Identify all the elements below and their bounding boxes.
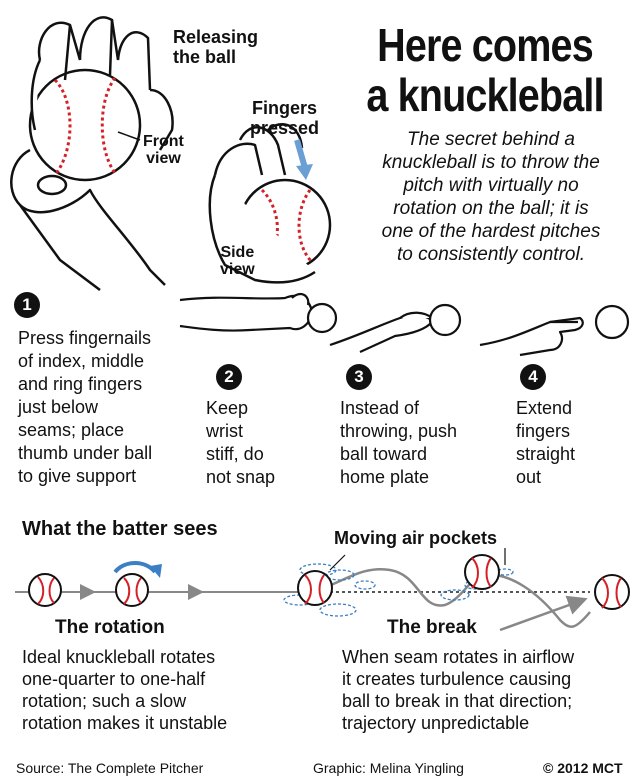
step-1-number: 1 [14, 292, 40, 318]
break-line: ball to break in that direction; [342, 691, 573, 711]
step-4-line: fingers [516, 421, 571, 441]
pressed-arrow [297, 140, 305, 168]
air-pockets-label: Moving air pockets [334, 528, 498, 548]
step-4-text [516, 397, 626, 489]
intro-line: The secret behind a [407, 129, 575, 150]
rotation-line: rotation makes it unstable [22, 713, 228, 733]
step2-arm [180, 294, 336, 332]
step3-arm [330, 305, 460, 352]
fingers-pressed-label [250, 98, 319, 138]
intro-line: rotation on the ball; it is [393, 198, 589, 219]
intro-line: one of the hardest pitches [381, 221, 601, 242]
releasing-label-line: the ball [173, 47, 237, 67]
step-3-line: Instead of [340, 398, 420, 418]
step-2-line: wrist [206, 421, 243, 441]
step-2-line: Keep [206, 398, 249, 418]
step4-arm [480, 306, 628, 355]
step-2-text [206, 397, 316, 489]
step-2-line: not snap [206, 467, 276, 487]
step-4-number: 4 [520, 364, 546, 390]
rotation-ball-2 [116, 574, 148, 606]
front-view-label [143, 133, 184, 167]
step-1-line: and ring fingers [18, 374, 143, 394]
break-caption: The break [387, 617, 477, 638]
step-1-line: thumb under ball [18, 443, 153, 463]
step-3-line: ball toward [340, 444, 428, 464]
step-3-line: throwing, push [340, 421, 458, 441]
step-1-line: to give support [18, 466, 137, 486]
step-3-text [340, 397, 500, 489]
step-3-line: home plate [340, 467, 430, 487]
page-title [360, 20, 609, 120]
front-view-label-line: view [146, 150, 181, 167]
step-4-line: out [516, 467, 542, 487]
break-description [342, 646, 637, 734]
step-1-line: seams; place [18, 420, 125, 440]
intro-line: knuckleball is to throw the [382, 152, 600, 173]
break-line: it creates turbulence causing [342, 669, 572, 689]
intro-line: to consistently control. [397, 244, 585, 265]
step-1-line: Press fingernails [18, 328, 152, 348]
step-1-line: just below [18, 397, 99, 417]
step-4-line: straight [516, 444, 576, 464]
side-view-label-line: Side [220, 244, 255, 261]
step-3-number: 3 [346, 364, 372, 390]
front-view-ball [30, 70, 140, 180]
step-1-line: of index, middle [18, 351, 145, 371]
side-view-label-line: view [220, 261, 255, 278]
releasing-label-line: Releasing [173, 27, 259, 47]
rotation-line: one-quarter to one-half [22, 669, 206, 689]
releasing-label [173, 27, 258, 67]
step-1-text [18, 327, 203, 488]
batter-heading: What the batter sees [22, 518, 218, 540]
graphic-credit: Graphic: Melina Yingling [313, 760, 464, 776]
step-4-line: Extend [516, 398, 573, 418]
intro-text [350, 128, 632, 266]
break-ball-2 [465, 555, 499, 589]
rotation-line: Ideal knuckleball rotates [22, 647, 216, 667]
break-ball-1 [298, 571, 332, 605]
rotation-ball-1 [29, 574, 61, 606]
break-line: trajectory unpredictable [342, 713, 530, 733]
title-line-2: a knuckleball [366, 69, 604, 121]
rotation-line: rotation; such a slow [22, 691, 187, 711]
rotation-caption: The rotation [55, 617, 165, 638]
source-credit: Source: The Complete Pitcher [16, 760, 204, 776]
break-line: When seam rotates in airflow [342, 647, 575, 667]
fingers-pressed-label-line: pressed [250, 118, 320, 138]
title-line-1: Here comes [377, 19, 593, 71]
intro-line: pitch with virtually no [403, 175, 579, 196]
break-ball-3 [595, 575, 629, 609]
fingers-pressed-label-line: Fingers [252, 98, 318, 118]
step-2-line: stiff, do [206, 444, 264, 464]
front-view-label-line: Front [143, 133, 184, 150]
step-2-number: 2 [216, 364, 242, 390]
rotation-description [22, 646, 322, 734]
copyright: © 2012 MCT [543, 760, 623, 776]
rotation-arrow [115, 563, 155, 572]
side-view-label [220, 244, 255, 278]
